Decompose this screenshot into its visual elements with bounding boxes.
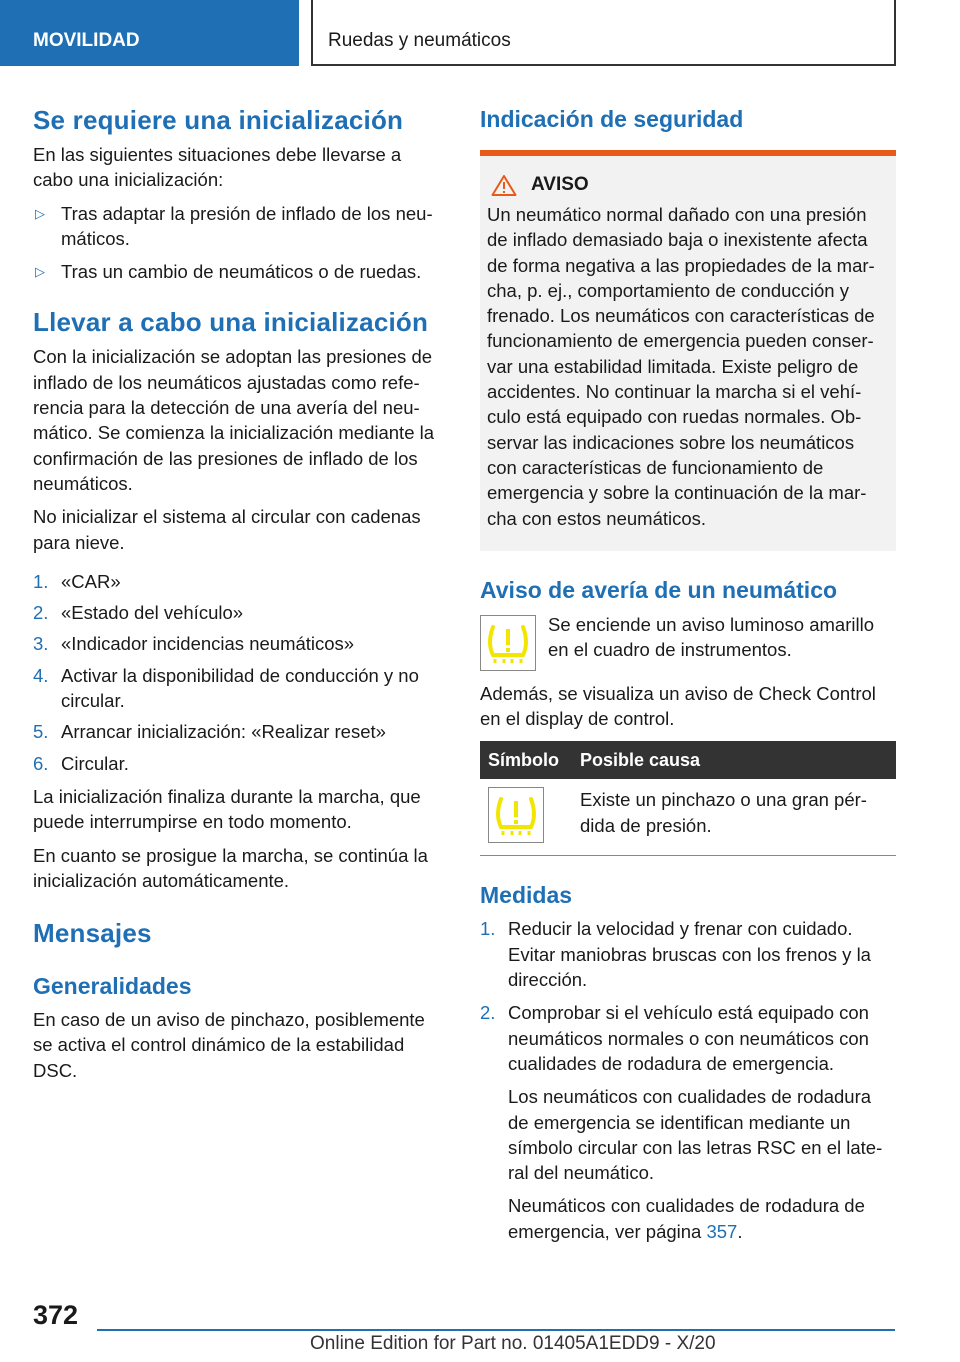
table-cell-cause: Existe un pinchazo o una gran pér- dida de presión. <box>572 779 896 856</box>
do-init-paragraph: Con la inicialización se adoptan las presiones de inflado de los neumáticos ajustadas como refe- rencia para la detección de una avería del neu- mático. Se comienza la inicialización mediante la confirmación de las presiones de inflado de los neumáticos. <box>33 346 435 494</box>
heading-tire-fault: Aviso de avería de un neumático <box>480 576 838 603</box>
rsc-identification-paragraph: Los neumáticos con cualidades de rodadura de emergencia se identifican mediante un símbolo circular con las letras RSC en el late- ral del neumático. <box>508 1086 883 1184</box>
warning-text: Un neumático normal dañado con una presión de inflado demasiado baja o inexistente afecta de forma negativa a las propiedades de la mar- cha, p. ej., comportamiento de conducción y frenado. Los neumáticos con características de funcionamiento de emergencia pueden conser- var una estabilidad limitada. Existe peligro de accidentes. No continuar la marcha si el vehí- culo está equipado con ruedas normales. Ob- servar las indicaciones sobre los neumáticos con características de funcionamiento de emergencia y sobre la continuación de la mar- cha con estos neumáticos. <box>487 204 875 529</box>
warning-triangle-icon <box>491 174 517 196</box>
list-item: 4. Activar la disponibilidad de conducción y no circular. <box>33 664 419 712</box>
left-column <box>33 100 443 1083</box>
heading-do-init: Llevar a cabo una inicialización <box>33 307 429 338</box>
page-number: 372 <box>33 1300 79 1330</box>
heading-safety: Indicación de seguridad <box>480 106 744 132</box>
tire-pressure-warning-icon <box>488 787 544 843</box>
warning-box <box>480 150 896 551</box>
heading-general: Generalidades <box>33 973 192 1000</box>
init-required-intro: En las siguientes situaciones debe llevarse a cabo una inicialización: <box>33 144 402 191</box>
list-item: ▷ Tras un cambio de neumáticos o de ruedas. <box>33 259 443 284</box>
snow-chain-note: No inicializar el sistema al circular con cadenas para nieve. <box>33 506 421 553</box>
init-finish-paragraph: La inicialización finaliza durante la marcha, que puede interrumpirse en todo momento. <box>33 785 421 833</box>
fault-indicator-text: Se enciende un aviso luminoso amarillo en el cuadro de instrumentos. <box>548 613 874 661</box>
fault-indicator-row <box>480 615 896 671</box>
heading-init-required: Se requiere una inicialización <box>33 105 404 135</box>
steps-list <box>33 569 443 776</box>
general-paragraph: En caso de un aviso de pinchazo, posiblemente se activa el control dinámico de la estabilidad DSC. <box>33 1009 425 1081</box>
symbol-cause-table <box>480 741 896 856</box>
rsc-reference-paragraph: Neumáticos con cualidades de rodadura de emergencia, ver página 357. <box>508 1195 865 1242</box>
list-item: 3. «Indicador incidencias neumáticos» <box>33 633 355 655</box>
page-reference-link[interactable]: 357 <box>706 1220 738 1242</box>
page-header <box>0 0 960 66</box>
list-item: 1. Reducir la velocidad y frenar con cuidado. Evitar maniobras bruscas con los frenos y la dirección. <box>480 918 871 991</box>
warning-title: AVISO <box>531 174 589 195</box>
list-item: 5. Arrancar inicialización: «Realizar reset» <box>33 721 386 743</box>
check-control-paragraph: Además, se visualiza un aviso de Check Control en el display de control. <box>480 682 876 730</box>
section-tab: MOVILIDAD <box>0 0 299 66</box>
init-continue-paragraph: En cuanto se prosigue la marcha, se continúa la inicialización automáticamente. <box>33 844 428 891</box>
table-header-cause: Posible causa <box>572 741 896 779</box>
triangle-bullet-icon: ▷ <box>35 264 45 280</box>
tire-pressure-warning-icon <box>480 615 536 671</box>
table-row <box>480 779 896 856</box>
triangle-bullet-icon: ▷ <box>35 205 45 221</box>
measures-list <box>480 916 896 1244</box>
table-header-symbol: Símbolo <box>480 741 572 779</box>
warning-header <box>487 174 888 196</box>
list-item: 2. Comprobar si el vehículo está equipado con neumáticos normales o con neumáticos con cualidades de rodadura de emergencia. <box>480 1002 869 1074</box>
chapter-title: Ruedas y neumáticos <box>311 0 896 66</box>
footer-divider <box>97 1329 895 1331</box>
heading-messages: Mensajes <box>33 918 152 949</box>
list-item: 6. Circular. <box>33 752 129 774</box>
edition-note: Online Edition for Part no. 01405A1EDD9 - X/20 <box>310 1333 716 1354</box>
right-column <box>480 100 896 1244</box>
heading-measures: Medidas <box>480 882 573 909</box>
list-item: ▷ Tras adaptar la presión de inflado de los neu- máticos. <box>35 202 433 249</box>
list-item: 2. «Estado del vehículo» <box>33 602 244 624</box>
list-item: 1. «CAR» <box>33 570 121 592</box>
